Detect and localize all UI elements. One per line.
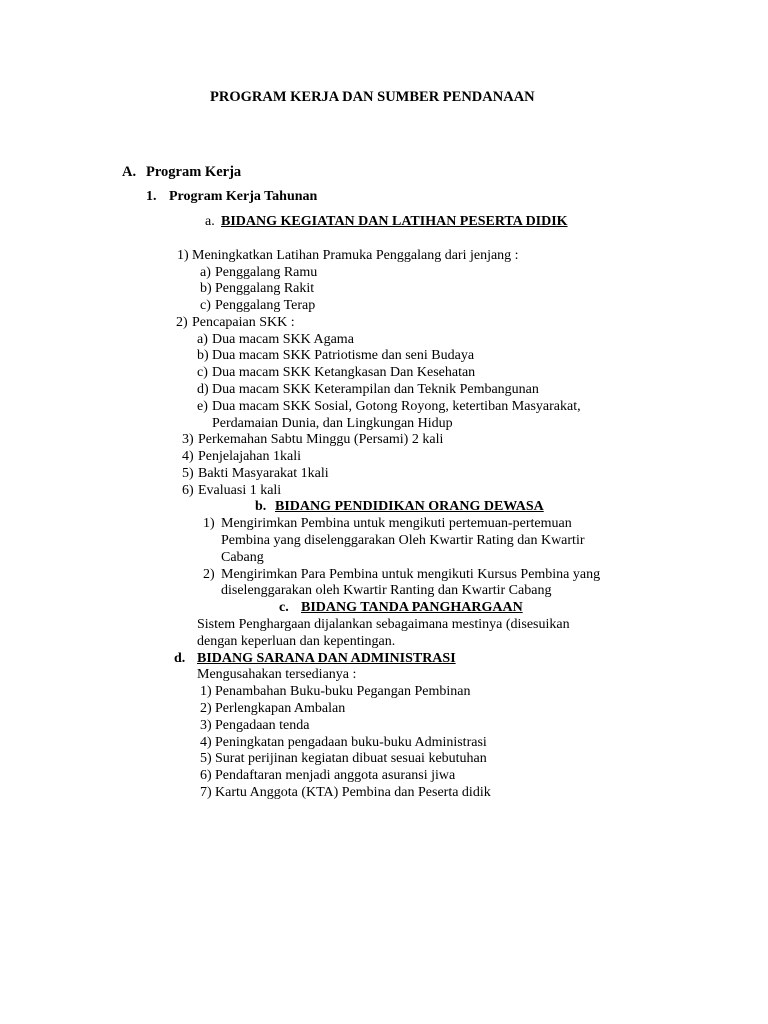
subsection-1-number: 1.	[146, 189, 157, 204]
list-number: 6)	[182, 483, 194, 498]
list-item: Pendaftaran menjadi anggota asuransi jiwa	[215, 768, 456, 783]
list-number: 5)	[200, 751, 212, 766]
list-number: 7)	[200, 785, 212, 800]
list-item: Penggalang Terap	[215, 298, 316, 313]
list-item: Surat perijinan kegiatan dibuat sesuai kebutuhan	[215, 751, 487, 766]
list-item: Dua macam SKK Agama	[212, 332, 354, 347]
list-item-continuation: Cabang	[221, 550, 264, 565]
paragraph-line: Sistem Penghargaan dijalankan sebagaimana mestinya (disesuikan	[197, 617, 570, 632]
bidang-d-number: d.	[174, 651, 186, 666]
list-item-continuation: diselenggarakan oleh Kwartir Ranting dan Kwartir Cabang	[221, 583, 552, 598]
list-item-continuation: Perdamaian Dunia, dan Lingkungan Hidup	[212, 416, 453, 431]
list-item: Dua macam SKK Patriotisme dan seni Budaya	[212, 348, 475, 363]
section-a-heading: Program Kerja	[146, 164, 242, 180]
list-item: Perkemahan Sabtu Minggu (Persami) 2 kali	[198, 432, 444, 447]
list-number: 1)	[200, 684, 212, 699]
list-item: Pencapaian SKK :	[192, 315, 295, 330]
list-item: Penggalang Ramu	[215, 265, 318, 280]
bidang-c-heading: BIDANG TANDA PANGHARGAAN	[301, 600, 523, 615]
list-number: 4)	[182, 449, 194, 464]
list-number: e)	[197, 399, 208, 414]
page-title: PROGRAM KERJA DAN SUMBER PENDANAAN	[210, 89, 535, 105]
paragraph-line: Mengusahakan tersedianya :	[197, 667, 357, 682]
list-item: Peningkatan pengadaan buku-buku Administrasi	[215, 735, 487, 750]
list-item: Mengirimkan Pembina untuk mengikuti pertemuan-pertemuan	[221, 516, 572, 531]
bidang-b-number: b.	[255, 499, 267, 514]
list-item: Bakti Masyarakat 1kali	[198, 466, 329, 481]
list-number: 3)	[200, 718, 212, 733]
list-number: 3)	[182, 432, 194, 447]
list-number: b)	[197, 348, 209, 363]
bidang-b-heading: BIDANG PENDIDIKAN ORANG DEWASA	[275, 499, 544, 514]
list-number: 1)	[177, 248, 189, 263]
bidang-a-heading: BIDANG KEGIATAN DAN LATIHAN PESERTA DIDIK	[221, 214, 568, 229]
list-number: d)	[197, 382, 209, 397]
subsection-1-heading: Program Kerja Tahunan	[169, 189, 318, 204]
list-number: 2)	[176, 315, 188, 330]
list-item: Penjelajahan 1kali	[198, 449, 302, 464]
list-item: Meningkatkan Latihan Pramuka Penggalang dari jenjang :	[192, 248, 519, 263]
list-item-continuation: Pembina yang diselenggarakan Oleh Kwartir Rating dan Kwartir	[221, 533, 585, 548]
list-item: Evaluasi 1 kali	[198, 483, 282, 498]
list-number: a)	[200, 265, 211, 280]
bidang-a-number: a.	[205, 214, 215, 229]
list-item: Perlengkapan Ambalan	[215, 701, 346, 716]
list-number: c)	[197, 365, 208, 380]
list-item: Kartu Anggota (KTA) Pembina dan Peserta didik	[215, 785, 491, 800]
list-number: 2)	[203, 567, 215, 582]
list-number: 2)	[200, 701, 212, 716]
list-item: Penambahan Buku-buku Pegangan Pembinan	[215, 684, 471, 699]
list-item: Pengadaan tenda	[215, 718, 310, 733]
list-item: Penggalang Rakit	[215, 281, 315, 296]
list-item: Mengirimkan Para Pembina untuk mengikuti Kursus Pembina yang	[221, 567, 601, 582]
list-number: c)	[200, 298, 211, 313]
list-item: Dua macam SKK Sosial, Gotong Royong, ketertiban Masyarakat,	[212, 399, 581, 414]
list-number: b)	[200, 281, 212, 296]
bidang-d-heading: BIDANG SARANA DAN ADMINISTRASI	[197, 651, 456, 666]
list-number: 1)	[203, 516, 215, 531]
list-number: 4)	[200, 735, 212, 750]
list-number: 6)	[200, 768, 212, 783]
paragraph-line: dengan keperluan dan kepentingan.	[197, 634, 396, 649]
list-number: 5)	[182, 466, 194, 481]
section-a-number: A.	[122, 164, 137, 180]
list-number: a)	[197, 332, 208, 347]
list-item: Dua macam SKK Ketangkasan Dan Kesehatan	[212, 365, 476, 380]
list-item: Dua macam SKK Keterampilan dan Teknik Pembangunan	[212, 382, 539, 397]
bidang-c-number: c.	[279, 600, 289, 615]
